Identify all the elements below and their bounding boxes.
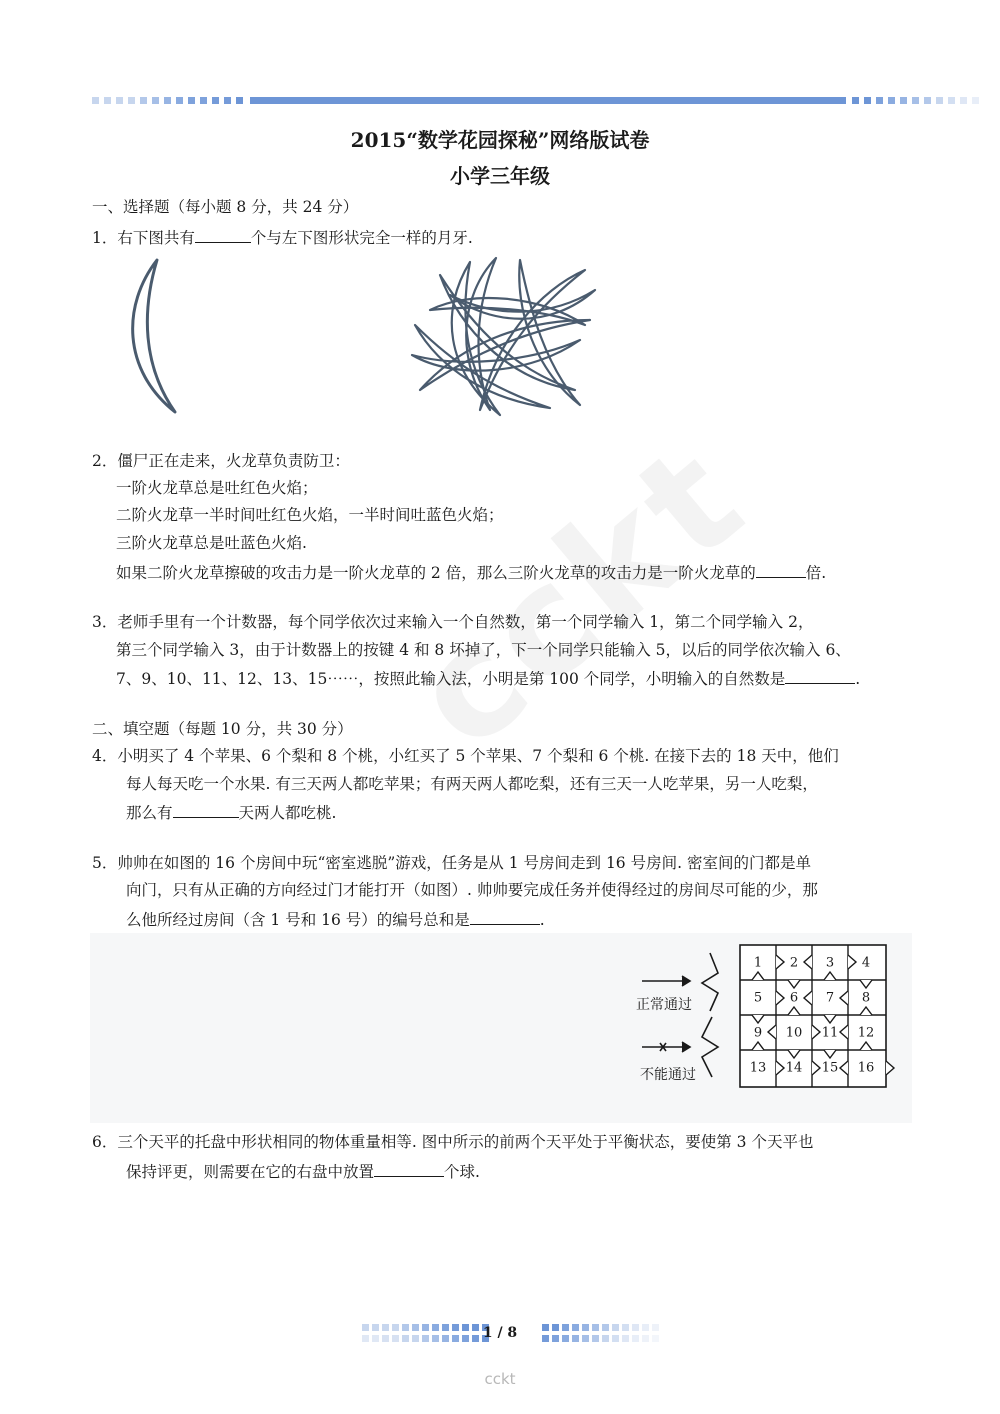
question-2-line: 三阶火龙草总是吐蓝色火焰. bbox=[116, 534, 307, 552]
footer-watermark: cckt bbox=[484, 1370, 516, 1388]
answer-blank[interactable] bbox=[756, 561, 806, 578]
question-text: 保持评更，则需要在它的右盘中放置 bbox=[126, 1163, 375, 1181]
room-number-16: 16 bbox=[857, 1060, 875, 1076]
page-title: 2015“数学花园探秘”网络版试卷 bbox=[350, 128, 650, 152]
room-number-10: 10 bbox=[785, 1025, 803, 1041]
question-1 bbox=[92, 226, 473, 248]
question-text: 老师手里有一个计数器，每个同学依次过来输入一个自然数，第一个同学输入 1，第二个同学输入 2， bbox=[117, 613, 814, 631]
question-text: 天两人都吃桃. bbox=[238, 804, 337, 822]
question-text: 三个天平的托盘中形状相同的物体重量相等. 图中所示的前两个天平处于平衡状态，要使第 3 个天平也 bbox=[117, 1133, 814, 1151]
overlapping-crescents-figure bbox=[400, 250, 600, 425]
question-text: 那么有 bbox=[126, 804, 173, 822]
question-text: 如果二阶火龙草擦破的攻击力是一阶火龙草的 2 倍，那么三阶火龙草的攻击力是一阶火龙草的 bbox=[116, 564, 756, 582]
header-decoration-band bbox=[92, 97, 980, 104]
question-text: 僵尸正在走来，火龙草负责防卫： bbox=[117, 452, 350, 470]
section-1-heading: 一、选择题（每小题 8 分，共 24 分） bbox=[92, 198, 359, 216]
question-text: 个与左下图形状完全一样的月牙. bbox=[250, 229, 473, 247]
question-3-line bbox=[116, 667, 860, 689]
answer-blank[interactable] bbox=[195, 226, 251, 243]
room-number-14: 14 bbox=[785, 1060, 803, 1076]
room-number-7: 7 bbox=[825, 990, 835, 1006]
question-5-line: 向门，只有从正确的方向经过门才能打开（如图）. 帅帅要完成任务并使得经过的房间尽可能的少，那 bbox=[126, 881, 818, 899]
room-number-1: 1 bbox=[753, 955, 763, 971]
question-4-line: 每人每天吃一个水果. 有三天两人都吃苹果；有两天两人都吃梨，还有三天一人吃苹果，另一人吃梨， bbox=[126, 775, 818, 793]
legend-pass-label: 正常通过 bbox=[636, 997, 692, 1013]
answer-blank[interactable] bbox=[785, 667, 855, 684]
question-number: 6． bbox=[92, 1133, 118, 1151]
room-number-13: 13 bbox=[749, 1060, 767, 1076]
question-number: 1． bbox=[92, 229, 118, 247]
crescent-figure bbox=[120, 250, 190, 420]
question-number: 4． bbox=[92, 747, 118, 765]
room-number-6: 6 bbox=[789, 990, 799, 1006]
question-3 bbox=[92, 612, 813, 632]
question-4-line bbox=[126, 801, 336, 823]
question-2 bbox=[92, 451, 350, 471]
room-number-5: 5 bbox=[753, 990, 763, 1006]
question-text: 右下图共有 bbox=[117, 229, 195, 247]
question-text: . bbox=[539, 911, 545, 929]
question-6-line bbox=[126, 1160, 480, 1182]
question-text: 帅帅在如图的 16 个房间中玩“密室逃脱”游戏，任务是从 1 号房间走到 16 号房间. 密室间的门都是单 bbox=[117, 854, 811, 872]
question-number: 2． bbox=[92, 452, 118, 470]
page-subtitle: 小学三年级 bbox=[450, 164, 550, 188]
page-number: 1 / 8 bbox=[482, 1325, 518, 1341]
question-2-line: 二阶火龙草一半时间吐红色火焰，一半时间吐蓝色火焰； bbox=[116, 506, 504, 524]
question-text: 小明买了 4 个苹果、6 个梨和 8 个桃，小红买了 5 个苹果、7 个梨和 6 个桃. 在接下去的 18 天中，他们 bbox=[117, 747, 839, 765]
answer-blank[interactable] bbox=[470, 908, 540, 925]
question-5-line bbox=[126, 908, 545, 930]
room-number-8: 8 bbox=[861, 990, 871, 1006]
room-number-4: 4 bbox=[861, 955, 871, 971]
legend-block-label: 不能通过 bbox=[640, 1067, 696, 1083]
question-2-line: 一阶火龙草总是吐红色火焰； bbox=[116, 479, 318, 497]
room-number-15: 15 bbox=[821, 1060, 839, 1076]
question-text: 7、9、10、11、12、13、15⋯⋯，按照此输入法，小明是第 100 个同学，小明输入的自然数是 bbox=[116, 670, 786, 688]
question-text: 个球. bbox=[444, 1163, 480, 1181]
answer-blank[interactable] bbox=[374, 1160, 444, 1177]
answer-blank[interactable] bbox=[173, 801, 239, 818]
question-text: 倍. bbox=[805, 564, 827, 582]
question-3-line: 第三个同学输入 3，由于计数器上的按键 4 和 8 坏掉了，下一个同学只能输入 5，以后的同学依次输入 6、 bbox=[116, 641, 851, 659]
question-number: 3． bbox=[92, 613, 118, 631]
room-number-9: 9 bbox=[753, 1025, 763, 1041]
room-number-12: 12 bbox=[857, 1025, 875, 1041]
room-number-11: 11 bbox=[821, 1025, 839, 1041]
question-6 bbox=[92, 1132, 813, 1152]
watermark bbox=[380, 410, 778, 783]
question-text: . bbox=[855, 670, 861, 688]
question-text: 么他所经过房间（含 1 号和 16 号）的编号总和是 bbox=[126, 911, 470, 929]
room-grid bbox=[738, 943, 898, 1089]
question-number: 5． bbox=[92, 854, 118, 872]
room-number-2: 2 bbox=[789, 955, 799, 971]
question-2-line bbox=[116, 561, 826, 583]
section-2-heading: 二、填空题（每题 10 分，共 30 分） bbox=[92, 720, 353, 738]
room-number-3: 3 bbox=[825, 955, 835, 971]
question-4 bbox=[92, 746, 839, 766]
question-5 bbox=[92, 853, 811, 873]
